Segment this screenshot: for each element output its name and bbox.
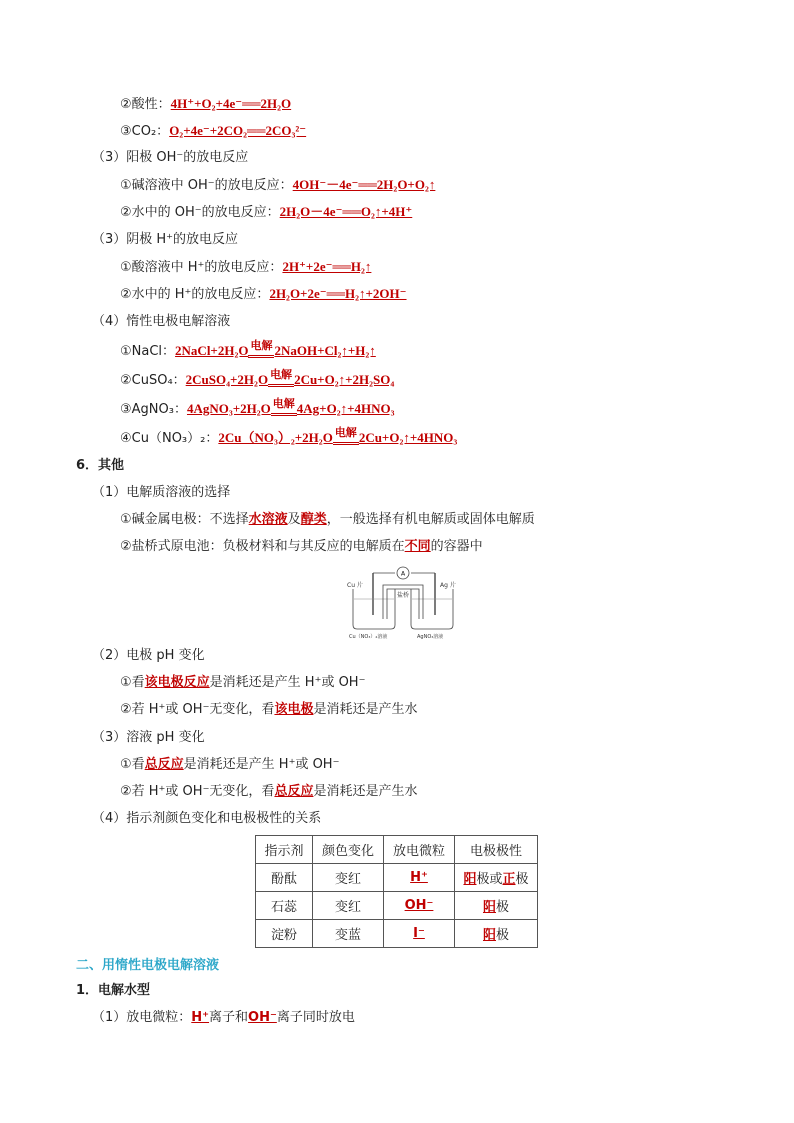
electrolysis-condition: 电解 [271,401,297,419]
cuno3-label: ④Cu（NO₃）₂： [120,431,219,446]
alkali-mid: 及 [287,512,301,527]
alkali-line [120,511,535,529]
cathode-h-line-2 [120,285,407,304]
eph2-post: 是消耗还是产生水 [313,702,418,717]
table-row [256,864,538,892]
electrolysis-condition: 电解 [268,372,294,390]
table-cell: 酚酞 [256,864,313,892]
electrolysis-condition: 电解 [248,343,274,361]
sph2-post: 是消耗还是产生水 [313,784,418,799]
nacl-right: 2NaOH+Cl₂↑+H₂↑ [274,343,376,358]
salt-bridge-label: 盐桥 [397,592,410,599]
alkali-answer-2: 醇类 [300,512,327,527]
cuso4-right: 2Cu+O₂↑+2H₂SO₄ [294,372,395,387]
nacl-line [120,339,376,361]
table-cell: 阳极 [455,920,538,948]
meter-label: A [400,570,406,578]
discharge-mid: 离子和 [209,1010,249,1025]
left-beaker [353,589,395,629]
table-header-row [256,836,538,864]
solution-ph-title: （3）溶液 pH 变化 [92,730,205,745]
anode-oh-1-label: ①碱溶液中 OH⁻的放电反应： [120,178,293,193]
cuno3-line [120,426,458,448]
indicator-title: （4）指示剂颜色变化和电极极性的关系 [92,811,322,826]
electrode-ph-line-1 [120,674,365,692]
discharge-pre: （1）放电微粒： [92,1010,192,1025]
salt-pre: ②盐桥式原电池：负极材料和与其反应的电解质在 [120,539,405,554]
acid-label: ②酸性： [120,97,171,112]
table-header: 颜色变化 [313,836,384,864]
table-cell: 淀粉 [256,920,313,948]
agno3-line [120,397,395,419]
electrolyte-title: （1）电解质溶液的选择 [92,485,231,500]
electrolysis-condition: 电解 [333,430,359,448]
acid-line [120,95,291,114]
cuno3-right: 2Cu+O₂↑+4HNO₃ [358,430,458,445]
discharge-answer-2: OH⁻ [248,1010,277,1025]
table-cell: 石蕊 [256,892,313,920]
salt-bridge-line [120,538,483,556]
solution-ph-line-2 [120,783,417,801]
other-title: 6．其他 [76,458,125,473]
alkali-answer-1: 水溶液 [248,512,288,527]
nacl-label: ①NaCl： [120,344,176,359]
indicator-table [255,835,538,948]
table-header: 电极极性 [455,836,538,864]
salt-post: 的容器中 [430,539,483,554]
water-type-title: 1．电解水型 [76,983,151,998]
nacl-left: 2NaCl+2H₂O [175,343,249,358]
cathode-h-line-1 [120,258,371,277]
sph1-answer: 总反应 [144,757,184,772]
left-solution-label: Cu（NO₃）₂溶液 [349,634,388,640]
eph2-pre: ②若 H⁺或 OH⁻无变化，看 [120,702,275,717]
table-cell: 阳极 [455,892,538,920]
cathode-h-title: （3）阴极 H⁺的放电反应 [92,232,239,247]
right-electrode-label: Ag 片 [440,582,456,589]
anode-oh-line-2 [120,203,412,222]
discharge-post: 离子同时放电 [276,1010,355,1025]
salt-bridge [383,585,423,619]
table-header: 放电微粒 [384,836,455,864]
cathode-h-2-label: ②水中的 H⁺的放电反应： [120,287,270,302]
table-cell: H⁺ [384,864,455,892]
anode-oh-title: （3）阳极 OH⁻的放电反应 [92,150,249,165]
table-row [256,920,538,948]
table-cell: OH⁻ [384,892,455,920]
salt-bridge-cell-diagram [343,563,463,641]
sph1-post: 是消耗还是产生 H⁺或 OH⁻ [183,757,340,772]
discharge-line [92,1009,355,1027]
table-cell: 阳极或正极 [455,864,538,892]
eph1-post: 是消耗还是产生 H⁺或 OH⁻ [209,675,366,690]
co2-line [120,122,306,141]
cathode-h-1-equation: 2H⁺+2e⁻══H₂↑ [282,259,372,274]
salt-answer: 不同 [404,539,431,554]
agno3-label: ③AgNO₃： [120,402,187,417]
cathode-h-2-equation: 2H₂O+2e⁻══H₂↑+2OH⁻ [269,286,407,301]
cuso4-line [120,368,395,390]
electrode-ph-line-2 [120,701,417,719]
anode-oh-line-1 [120,176,435,195]
acid-equation: 4H⁺+O₂+4e⁻══2H₂O [170,96,292,111]
anode-oh-2-label: ②水中的 OH⁻的放电反应： [120,205,280,220]
table-cell: 变蓝 [313,920,384,948]
table-row [256,892,538,920]
table-cell: 变红 [313,864,384,892]
sph2-pre: ②若 H⁺或 OH⁻无变化，看 [120,784,275,799]
eph1-answer: 该电极反应 [144,675,210,690]
anode-oh-1-equation: 4OH⁻－4e⁻══2H₂O+O₂↑ [292,177,436,192]
anode-oh-2-equation: 2H₂O－4e⁻══O₂↑+4H⁺ [279,204,413,219]
cathode-h-1-label: ①酸溶液中 H⁺的放电反应： [120,260,283,275]
agno3-right: 4Ag+O₂↑+4HNO₃ [296,401,395,416]
cuso4-label: ②CuSO₄： [120,373,186,388]
cuno3-left: 2Cu（NO₃）₂+2H₂O [218,430,333,445]
eph1-pre: ①看 [120,675,145,690]
sph2-answer: 总反应 [274,784,314,799]
table-cell: I⁻ [384,920,455,948]
right-beaker [411,589,453,629]
section-two-heading: 二、用惰性电极电解溶液 [76,958,220,973]
sph1-pre: ①看 [120,757,145,772]
eph2-answer: 该电极 [274,702,314,717]
co2-label: ③CO₂： [120,124,170,139]
electrode-ph-title: （2）电极 pH 变化 [92,648,205,663]
co2-equation: O₂+4e⁻+2CO₂══2CO₃²⁻ [169,123,307,138]
right-solution-label: AgNO₃溶液 [417,634,444,640]
left-electrode-label: Cu 片 [347,582,363,589]
table-header: 指示剂 [256,836,313,864]
inert-title: （4）惰性电极电解溶液 [92,314,231,329]
cuso4-left: 2CuSO₄+2H₂O [185,372,269,387]
discharge-answer-1: H⁺ [191,1010,210,1025]
agno3-left: 4AgNO₃+2H₂O [186,401,271,416]
table-cell: 变红 [313,892,384,920]
solution-ph-line-1 [120,756,339,774]
alkali-post: ，一般选择有机电解质或固体电解质 [326,512,535,527]
alkali-pre: ①碱金属电极：不选择 [120,512,249,527]
